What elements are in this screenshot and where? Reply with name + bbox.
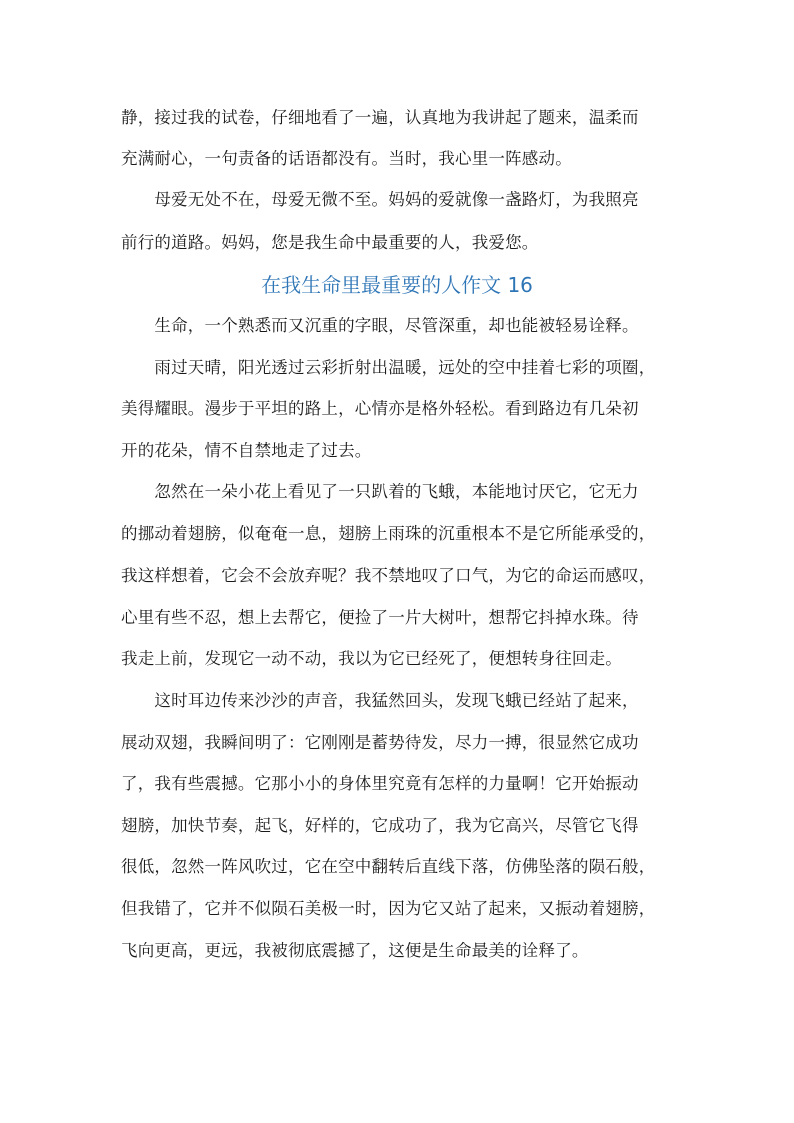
text-line: 展动双翅，我瞬间明了：它刚刚是蓄势待发，尽力一搏，很显然它成功 bbox=[121, 733, 639, 752]
text-line: 生命，一个熟悉而又沉重的字眼，尽管深重，却也能被轻易诠释。 bbox=[121, 316, 639, 335]
text-line: 了，我有些震撼。它那小小的身体里究竟有怎样的力量啊！它开始振动 bbox=[121, 774, 639, 793]
text-line: 前行的道路。妈妈，您是我生命中最重要的人，我爱您。 bbox=[121, 233, 539, 252]
text-line: 开的花朵，情不自禁地走了过去。 bbox=[121, 441, 372, 460]
section-heading: 在我生命里最重要的人作文 16 bbox=[261, 273, 533, 297]
text-line: 很低，忽然一阵风吹过，它在空中翻转后直线下落，仿佛坠落的陨石般， bbox=[121, 857, 656, 876]
text-line: 飞向更高，更远，我被彻底震撼了，这便是生命最美的诠释了。 bbox=[121, 941, 589, 960]
text-line: 静，接过我的试卷，仔细地看了一遍，认真地为我讲起了题来，温柔而 bbox=[121, 108, 639, 127]
text-line: 美得耀眼。漫步于平坦的路上，心情亦是格外轻松。看到路边有几朵初 bbox=[121, 399, 639, 418]
text-line: 的挪动着翅膀，似奄奄一息，翅膀上雨珠的沉重根本不是它所能承受的， bbox=[121, 524, 656, 543]
text-line: 我走上前，发现它一动不动，我以为它已经死了，便想转身往回走。 bbox=[121, 649, 622, 668]
text-line: 雨过天晴，阳光透过云彩折射出温暖，远处的空中挂着七彩的项圈， bbox=[121, 358, 656, 377]
text-line: 我这样想着，它会不会放弃呢？我不禁地叹了口气，为它的命运而感叹， bbox=[121, 566, 656, 585]
text-line: 但我错了，它并不似陨石美极一时，因为它又站了起来，又振动着翅膀， bbox=[121, 899, 656, 918]
text-line: 母爱无处不在，母爱无微不至。妈妈的爱就像一盏路灯，为我照亮 bbox=[121, 190, 639, 209]
text-line: 心里有些不忍，想上去帮它，便捡了一片大树叶，想帮它抖掉水珠。待 bbox=[121, 608, 639, 627]
text-line: 充满耐心，一句责备的话语都没有。当时，我心里一阵感动。 bbox=[121, 149, 572, 168]
text-line: 这时耳边传来沙沙的声音，我猛然回头，发现飞蛾已经站了起来， bbox=[121, 691, 639, 710]
text-line: 忽然在一朵小花上看见了一只趴着的飞蛾，本能地讨厌它，它无力 bbox=[121, 482, 639, 501]
text-line: 翅膀，加快节奏，起飞，好样的，它成功了，我为它高兴，尽管它飞得 bbox=[121, 816, 639, 835]
